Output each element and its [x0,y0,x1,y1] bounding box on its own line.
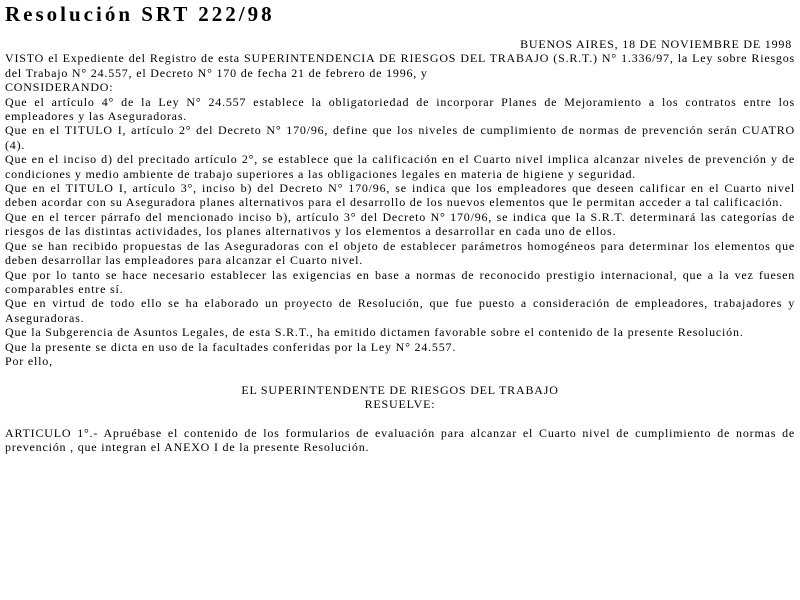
document-title: Resolución SRT 222/98 [5,2,275,26]
blank-line [5,368,795,382]
article-1: ARTICULO 1°.- Apruébase el contenido de los formularios de evaluación para alcanzar el Cuarto nivel de cumplimiento de normas de prevención , que integran el ANEXO I de la presente Resolución. [5,425,795,455]
paragraph: Que en el tercer párrafo del mencionado inciso b), artículo 3° del Decreto N° 170/96, se indica que la S.R.T. determinará las categorías de riesgos de las distintas actividades, los planes alternativos y los elementos a desarrollar en cada uno de ellos. [5,209,795,239]
paragraph: Que el artículo 4° de la Ley N° 24.557 establece la obligatoriedad de incorporar Planes de Mejoramiento a los contratos entre los empleadores y las Aseguradoras. [5,94,795,124]
paragraph: Que en el inciso d) del precitado artículo 2°, se establece que la calificación en el Cuarto nivel implica alcanzar niveles de prevención y de condiciones y medio ambiente de trabajo superiores a las obligaciones legales en materia de higiene y seguridad. [5,152,795,181]
document-body [5,37,795,455]
blank-line [5,412,795,426]
authority-heading: EL SUPERINTENDENTE DE RIESGOS DEL TRABAJO [241,382,559,397]
paragraph-considerando: CONSIDERANDO: [5,80,114,95]
dateline: BUENOS AIRES, 18 DE NOVIEMBRE DE 1998 [520,37,792,51]
paragraph: Que en el TITULO I, artículo 2° del Decreto N° 170/96, define que los niveles de cumplimiento de normas de prevención serán CUATRO (4). [5,123,795,152]
paragraph: Que se han recibido propuestas de las Aseguradoras con el objeto de establecer parámetros homogéneos para determinar los elementos que deben desarrollar las empleadores para alcanzar el Cuarto nivel. [5,238,795,268]
paragraph: Que la Subgerencia de Asuntos Legales, de esta S.R.T., ha emitido dictamen favorable sobre el contenido de la presente Resolución. [5,325,744,340]
paragraph: Que en el TITULO I, artículo 3°, inciso b) del Decreto N° 170/96, se indica que los empleadores que deseen calificar en el Cuarto nivel deben acordar con su Aseguradora planes alternativos para el desarrollo de los nuevos elementos que le permitan acceder a tal calificación. [5,181,795,210]
paragraph-visto: VISTO el Expediente del Registro de esta SUPERINTENDENCIA DE RIESGOS DEL TRABAJO (S.R.T.) N° 1.336/97, la Ley sobre Riesgos del Trabajo N° 24.557, el Decreto N° 170 de fecha 21 de febrero de 1996, y [5,51,795,80]
resuelve-heading: RESUELVE: [364,397,436,412]
paragraph: Que por lo tanto se hace necesario establecer las exigencias en base a normas de reconocido prestigio internacional, que a la vez fuesen comparables entre sí. [5,267,795,296]
paragraph-por-ello: Por ello, [5,353,53,368]
paragraph: Que en virtud de todo ello se ha elaborado un proyecto de Resolución, que fue puesto a consideración de empleadores, trabajadores y Aseguradoras. [5,296,795,325]
paragraph: Que la presente se dicta en uso de la facultades conferidas por la Ley N° 24.557. [5,339,457,354]
